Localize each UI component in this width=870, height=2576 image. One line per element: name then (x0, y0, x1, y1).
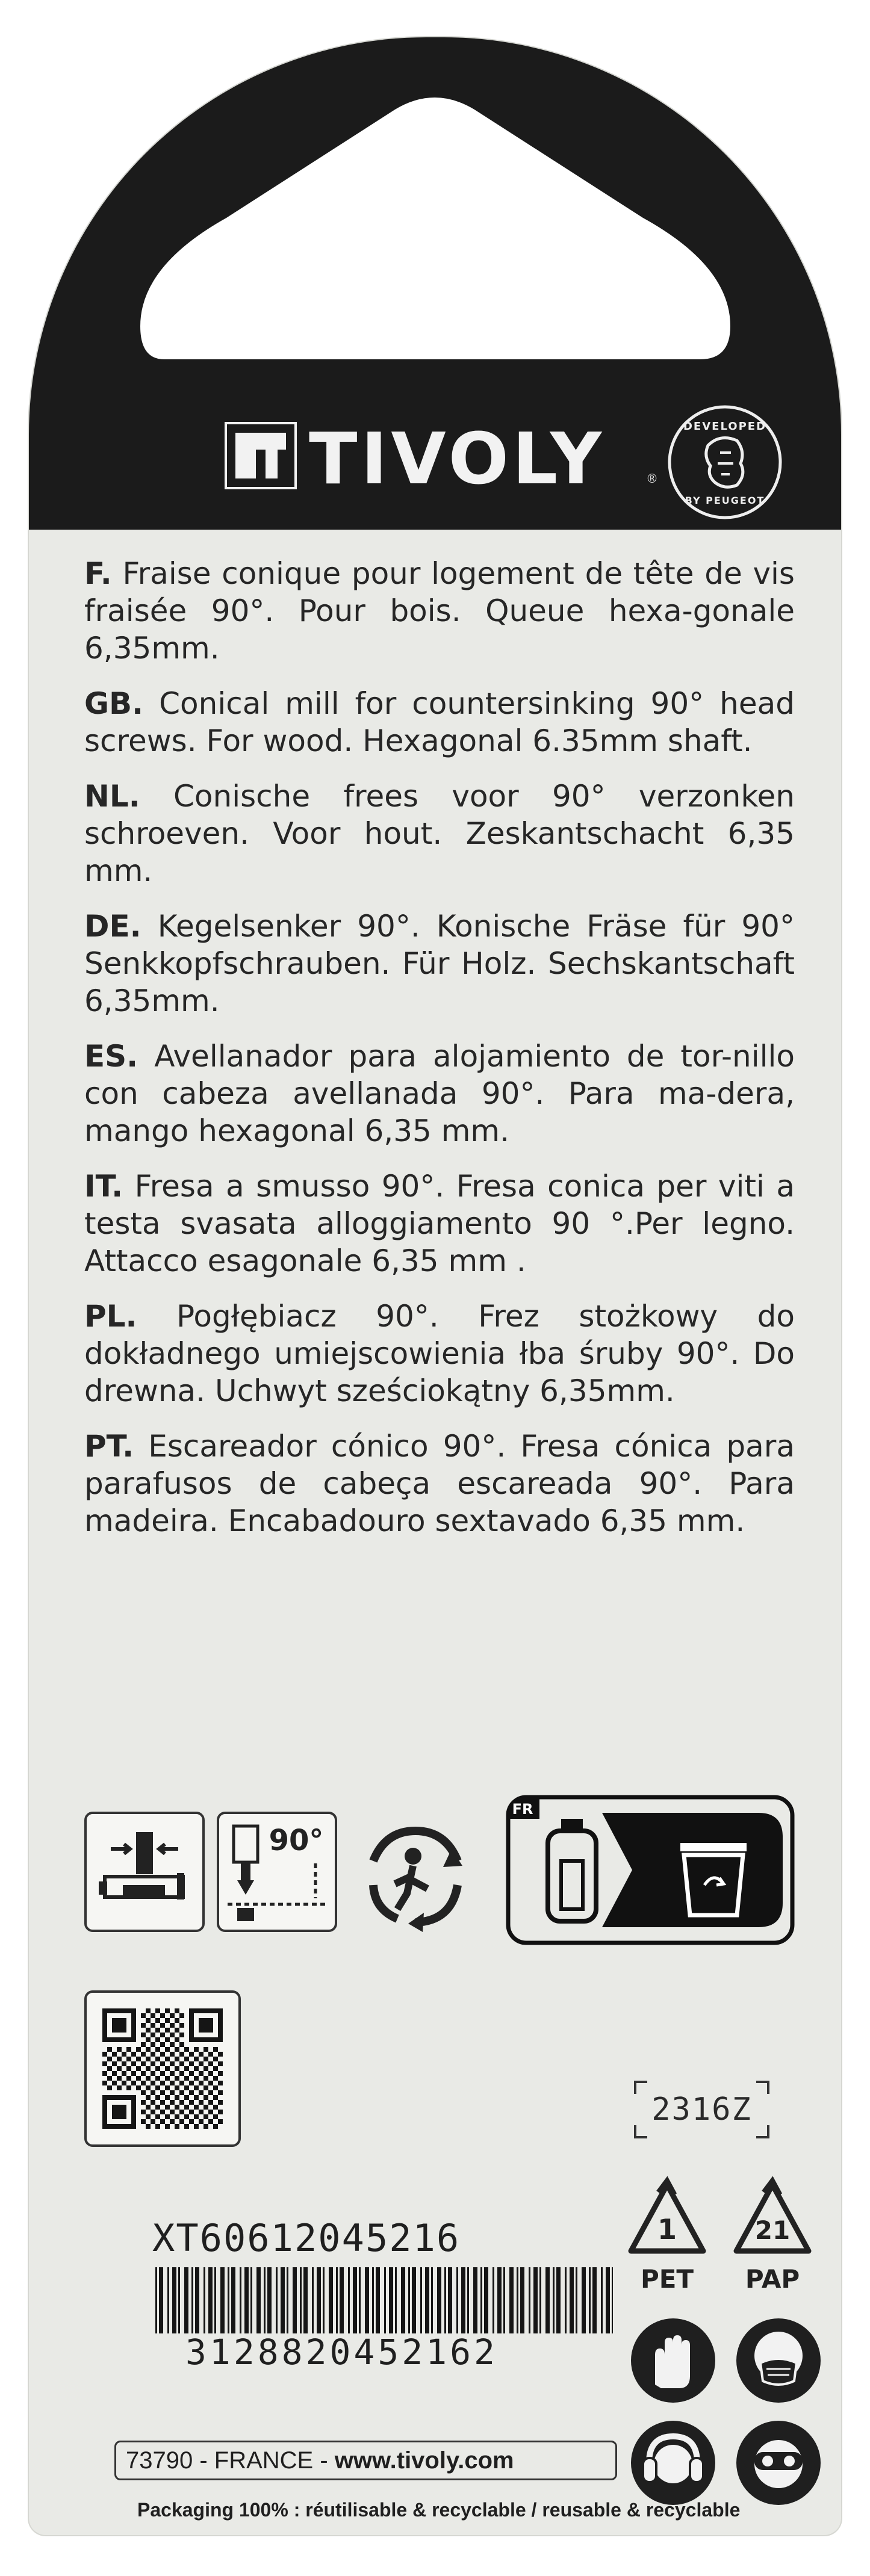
country-separator: - FRANCE - (193, 2447, 335, 2474)
card-header (29, 37, 841, 530)
product-card (29, 37, 841, 2535)
description-pl: PL. Pogłębiacz 90°. Frez stożkowy do dokładnego umiejscowienia łba śruby 90°. Do drewna. Uchwyt sześciokątny 6,35mm. (84, 1299, 795, 1408)
ean-number: 3128820452162 (185, 2332, 498, 2373)
sort-region-label: FR (512, 1801, 533, 1818)
reference-code: XT60612045216 (152, 2216, 461, 2260)
resin-label-pap: PAP (745, 2264, 800, 2294)
batch-code-text: 2316Z (651, 2091, 752, 2128)
countersink-90-icon (217, 1812, 337, 1932)
peugeot-badge (666, 403, 784, 521)
svg-text:21: 21 (754, 2215, 791, 2245)
tivoly-logo-icon (225, 422, 297, 489)
description-gb: GB. Conical mill for countersinking 90° head screws. For wood. Hexagonal 6.35mm shaft. (84, 686, 795, 758)
svg-text:1: 1 (657, 2213, 677, 2246)
description-de: DE. Kegelsenker 90°. Konische Fräse für 90° Senkkopfschrauben. Für Holz. Sechskantschaft 6,35mm. (84, 909, 795, 1018)
description-nl: NL. Conische frees voor 90° verzonken schroeven. Voor hout. Zeskantschacht 6,35 mm. (84, 779, 795, 888)
angle-label: 90° (269, 1824, 324, 1857)
resin-code-pet (622, 2174, 712, 2294)
triman-recycle-icon (355, 1819, 476, 1933)
packaging-note: Packaging 100% : réutilisable & recyclable / reusable & recyclable (137, 2499, 741, 2521)
description-it: IT. Fresa a smusso 90°. Fresa conica per viti a testa svasata alloggiamento 90 °.Per legno. Attacco esagonale 6,35 mm . (84, 1169, 795, 1278)
description-list (84, 555, 795, 1558)
usage-icons-row (84, 1795, 795, 1969)
sorting-guide-panel (506, 1795, 795, 1945)
ear-protection-icon (631, 2421, 715, 2505)
badge-top-text: DEVELOPED (683, 420, 767, 433)
registered-mark: ® (646, 471, 658, 486)
safety-goggles-icon (736, 2421, 821, 2505)
drill-vise-icon (84, 1812, 205, 1932)
barcode[interactable] (155, 2267, 613, 2333)
description-es: ES. Avellanador para alojamiento de tor-nillo con cabeza avellanada 90°. Para ma-dera, mango hexagonal 6,35 mm. (84, 1039, 795, 1148)
tivoly-logo (225, 413, 658, 504)
batch-code (634, 2081, 769, 2138)
description-fr: F. Fraise conique pour logement de tête de vis fraisée 90°. Pour bois. Queue hexa-gonale 6,35mm. (84, 556, 795, 666)
face-mask-icon (736, 2318, 821, 2403)
gloves-icon (631, 2318, 715, 2403)
resin-label-pet: PET (640, 2264, 694, 2294)
resin-code-pap (727, 2174, 818, 2294)
badge-bottom-text: BY PEUGEOT (685, 495, 765, 506)
recycle-triangle-icon (622, 2174, 712, 2264)
website-link[interactable]: www.tivoly.com (334, 2447, 514, 2474)
recycle-triangle-icon (727, 2174, 818, 2264)
brand-name: TIVOLY (309, 417, 606, 500)
description-pt: PT. Escareador cónico 90°. Fresa cónica para parafusos de cabeça escareada 90°. Para madeira. Encabadouro sextavado 6,35 mm. (84, 1429, 795, 1538)
qr-pattern (87, 1993, 238, 2144)
qr-code[interactable] (84, 1990, 241, 2147)
postcode: 73790 (126, 2447, 193, 2474)
origin-website-box (114, 2441, 617, 2480)
